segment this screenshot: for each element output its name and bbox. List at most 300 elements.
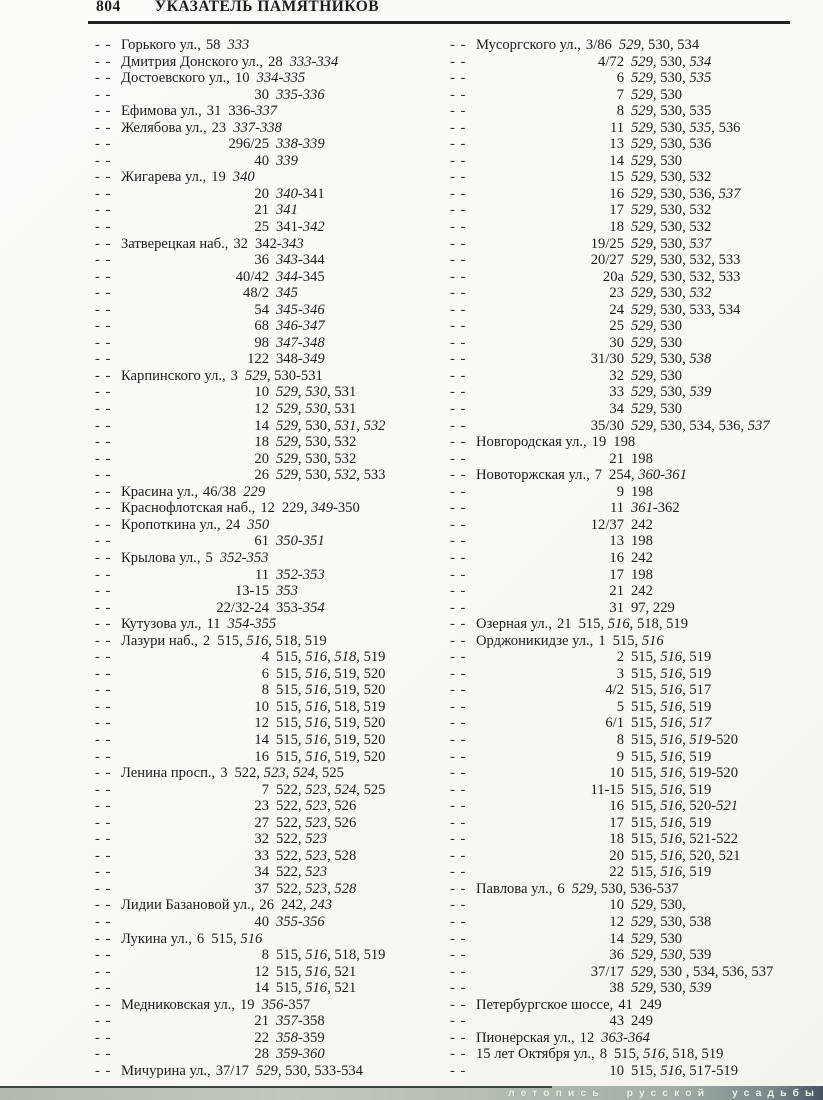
entry-prefix: - - [95, 566, 112, 583]
entry-house-number: 18 [609, 219, 624, 236]
entry-page-refs: 345-346 [276, 301, 325, 318]
entry-house-number: 31 [609, 599, 624, 616]
entry-house-number: 23 [609, 285, 624, 302]
entry-page-refs: 335-336 [276, 86, 325, 103]
entry-page-refs: 529, 530, 539 [631, 384, 712, 401]
entry-house-number: 14 [254, 731, 269, 748]
entry-house-number: 12 [579, 1029, 595, 1046]
index-entry [450, 54, 822, 71]
entry-page-refs: 353-354 [276, 599, 325, 616]
entry-prefix: - - [450, 864, 467, 881]
entry-page-refs: 355-356 [276, 913, 325, 930]
entry-street-label: Мичурина ул., [121, 1062, 211, 1079]
entry-prefix: - - [450, 599, 467, 616]
entry-prefix: - - [95, 401, 112, 418]
entry-page-refs: 522, 523, 528 [276, 880, 357, 897]
entry-prefix: - - [450, 765, 467, 782]
entry-prefix: - - [450, 549, 467, 566]
entry-prefix: - - [450, 268, 467, 285]
entry-street-label: Краснофлотская наб., [121, 500, 256, 517]
entry-house-number: 35/30 [590, 417, 624, 434]
entry-house-number: 11 [254, 566, 269, 583]
entry-prefix: - - [95, 897, 112, 914]
entry-page-refs: 515, 516, 519, 520 [276, 748, 386, 765]
entry-house-number: 8 [616, 103, 624, 120]
entry-street-label: Ефимова ул., [121, 103, 202, 120]
page-number: 804 [96, 0, 121, 15]
entry-house-number: 25 [254, 219, 269, 236]
entry-house-number: 17 [609, 202, 624, 219]
index-entry [95, 699, 445, 716]
entry-street-label: Мусоргского ул., [476, 37, 581, 53]
entry-prefix: - - [450, 963, 467, 980]
index-entry [450, 633, 822, 650]
index-entry [95, 815, 445, 832]
entry-page-refs: 522, 523, 524, 525 [234, 765, 344, 782]
entry-house-number: 20 [609, 847, 624, 864]
entry-prefix: - - [95, 384, 112, 401]
index-entry [95, 947, 445, 964]
entry-page-refs: 515, 516, 521 [276, 963, 357, 980]
index-entry [450, 467, 822, 484]
entry-house-number: 38 [609, 980, 624, 997]
entry-house-number: 48/2 [243, 285, 269, 302]
entry-house-number: 20 [254, 450, 269, 467]
entry-house-number: 19 [211, 169, 226, 186]
entry-house-number: 36 [254, 252, 269, 269]
entry-house-number: 10 [609, 897, 624, 914]
header-rule [88, 21, 790, 24]
entry-house-number: 34 [254, 864, 269, 881]
index-entry [450, 765, 822, 782]
entry-page-refs: 515, 516, 519 [631, 864, 712, 881]
entry-house-number: 5 [616, 698, 624, 715]
entry-house-number: 40 [254, 913, 269, 930]
entry-page-refs: 515, 516, 518, 519 [217, 632, 327, 649]
entry-prefix: - - [95, 103, 112, 120]
entry-page-refs: 515, 516, 519 [631, 665, 712, 682]
entry-page-refs: 515, 516, 517 [631, 715, 712, 732]
entry-prefix: - - [450, 367, 467, 384]
entry-prefix: - - [95, 864, 112, 881]
entry-house-number: 8 [261, 682, 269, 699]
entry-page-refs: 529, 530-531 [244, 367, 323, 384]
entry-prefix: - - [95, 748, 112, 765]
index-entry [450, 715, 822, 732]
index-entry [95, 1013, 445, 1030]
entry-house-number: 24 [609, 301, 624, 318]
index-entry [450, 782, 822, 799]
entry-house-number: 13-15 [234, 583, 269, 600]
entry-page-refs: 348-349 [276, 351, 325, 368]
entry-page-refs: 198 [631, 450, 653, 467]
entry-page-refs: 529, 530, 538 [631, 913, 712, 930]
entry-prefix: - - [450, 169, 467, 186]
index-entry [450, 384, 822, 401]
entry-house-number: 36 [609, 947, 624, 964]
index-entry [95, 881, 445, 898]
entry-prefix: - - [95, 467, 112, 484]
entry-house-number: 8 [599, 1046, 607, 1063]
entry-house-number: 32 [233, 235, 248, 252]
entry-house-number: 17 [609, 814, 624, 831]
entry-prefix: - - [95, 70, 112, 87]
entry-page-refs: 515, 516, 517-519 [631, 1062, 739, 1079]
index-entry [95, 765, 445, 782]
entry-prefix: - - [450, 880, 467, 897]
entry-prefix: - - [95, 450, 112, 467]
entry-house-number: 34 [609, 401, 624, 418]
entry-house-number: 3/86 [585, 37, 612, 53]
entry-prefix: - - [95, 698, 112, 715]
entry-house-number: 21 [609, 450, 624, 467]
entry-page-refs: 515, 516, 519, 520 [276, 682, 386, 699]
entry-page-refs: 334-335 [256, 70, 306, 87]
entry-prefix: - - [450, 86, 467, 103]
index-entry [450, 368, 822, 385]
index-entry [450, 219, 822, 236]
entry-prefix: - - [95, 649, 112, 666]
entry-page-refs: 350 [247, 516, 270, 533]
entry-page-refs: 522, 523, 528 [276, 847, 357, 864]
index-entry [450, 666, 822, 683]
entry-prefix: - - [450, 649, 467, 666]
index-entry [450, 931, 822, 948]
entry-prefix: - - [95, 252, 112, 269]
entry-street-label: Медниковская ул., [121, 996, 235, 1013]
entry-house-number: 54 [254, 301, 269, 318]
entry-house-number: 6 [196, 930, 205, 947]
entry-page-refs: 529, 530, 532, 533 [631, 252, 741, 269]
index-entry [450, 649, 822, 666]
index-entry [450, 517, 822, 534]
entry-prefix: - - [450, 1029, 467, 1046]
entry-prefix: - - [95, 930, 112, 947]
entry-page-refs: 198 [613, 434, 636, 451]
entry-house-number: 20/27 [590, 252, 624, 269]
entry-house-number: 24 [225, 516, 241, 533]
entry-page-refs: 522, 523, 526 [276, 798, 357, 815]
entry-prefix: - - [450, 285, 467, 302]
index-entry [95, 931, 445, 948]
entry-house-number: 40 [254, 152, 269, 169]
entry-page-refs: 529, 530 [631, 930, 683, 947]
entry-page-refs: 529, 530, [631, 897, 686, 914]
index-entry [450, 37, 822, 54]
index-entry [95, 252, 445, 269]
entry-house-number: 21 [254, 202, 269, 219]
entry-house-number: 32 [254, 831, 269, 848]
entry-page-refs: 333-334 [289, 53, 339, 70]
entry-house-number: 6 [557, 880, 565, 897]
entry-page-refs: 515, 516, 519, 520 [276, 715, 386, 732]
entry-prefix: - - [95, 831, 112, 848]
index-entry [450, 153, 822, 170]
index-entry [450, 980, 822, 997]
index-entry [95, 202, 445, 219]
entry-prefix: - - [450, 252, 467, 269]
entry-page-refs: 515, 516, 518, 519 [613, 1046, 724, 1063]
index-entry [95, 451, 445, 468]
entry-page-refs: 529, 530, 536-537 [571, 880, 679, 897]
entry-prefix: - - [95, 86, 112, 103]
index-entry [450, 533, 822, 550]
index-entry [450, 252, 822, 269]
entry-prefix: - - [450, 351, 467, 368]
entry-prefix: - - [450, 384, 467, 401]
entry-page-refs: 529, 530, 532 [631, 202, 712, 219]
index-column-left [95, 37, 445, 1079]
entry-page-refs: 515, 516, 519 [631, 814, 712, 831]
index-entry [95, 666, 445, 683]
entry-street-label: Ленина просп., [121, 765, 216, 782]
entry-prefix: - - [95, 235, 112, 252]
index-entry [450, 583, 822, 600]
index-entry [95, 54, 445, 71]
index-entry [450, 335, 822, 352]
entry-house-number: 7 [616, 86, 624, 103]
entry-prefix: - - [450, 831, 467, 848]
entry-page-refs: 198 [631, 533, 653, 550]
entry-street-label: Петербургское шоссе, [476, 996, 614, 1013]
index-entry [95, 550, 445, 567]
entry-house-number: 33 [254, 847, 269, 864]
entry-street-label: 15 лет Октября ул., [476, 1046, 595, 1063]
footer-banner [0, 1086, 823, 1100]
index-entry [450, 451, 822, 468]
entry-street-label: Новгородская ул., [476, 434, 587, 451]
entry-page-refs: 515, 516, 519 [631, 781, 712, 798]
entry-page-refs: 515, 516, 519-520 [631, 765, 739, 782]
entry-house-number: 11 [609, 500, 624, 517]
entry-house-number: 16 [609, 549, 624, 566]
entry-page-refs: 354-355 [227, 616, 277, 633]
entry-page-refs: 522, 523, 526 [276, 814, 357, 831]
entry-page-refs: 529, 530, 537 [631, 235, 712, 252]
index-entry [450, 269, 822, 286]
index-entry [450, 484, 822, 501]
entry-prefix: - - [450, 152, 467, 169]
index-entry [450, 500, 822, 517]
entry-prefix: - - [95, 516, 112, 533]
entry-page-refs: 515, 516, 518, 519 [276, 649, 386, 666]
entry-house-number: 122 [247, 351, 269, 368]
index-entry [95, 682, 445, 699]
entry-page-refs: 353 [276, 583, 298, 600]
entry-prefix: - - [95, 1046, 112, 1063]
entry-street-label: Лидии Базановой ул., [121, 897, 255, 914]
entry-house-number: 25 [609, 318, 624, 335]
entry-house-number: 18 [609, 831, 624, 848]
index-entry [450, 285, 822, 302]
index-entry [450, 401, 822, 418]
entry-page-refs: 341-342 [276, 219, 325, 236]
entry-page-refs: 515, 516, 519 [631, 649, 712, 666]
entry-prefix: - - [95, 533, 112, 550]
entry-house-number: 14 [609, 152, 624, 169]
index-entry [95, 749, 445, 766]
index-entry [95, 583, 445, 600]
entry-page-refs: 515, 516, 519, 520 [276, 665, 386, 682]
entry-prefix: - - [450, 814, 467, 831]
entry-page-refs: 341 [276, 202, 298, 219]
entry-house-number: 10 [254, 384, 269, 401]
entry-house-number: 4/2 [605, 682, 624, 699]
entry-house-number: 4/72 [598, 53, 624, 70]
entry-prefix: - - [95, 351, 112, 368]
entry-house-number: 30 [609, 334, 624, 351]
index-entry [450, 202, 822, 219]
entry-prefix: - - [450, 516, 467, 533]
entry-prefix: - - [450, 698, 467, 715]
entry-house-number: 30 [254, 86, 269, 103]
entry-page-refs: 198 [631, 483, 653, 500]
entry-house-number: 46/38 [202, 483, 237, 500]
entry-house-number: 11 [206, 616, 221, 633]
entry-prefix: - - [450, 1013, 467, 1030]
entry-page-refs: 522, 523 [276, 831, 328, 848]
entry-page-refs: 97, 229 [631, 599, 675, 616]
entry-street-label: Дмитрия Донского ул., [121, 53, 264, 70]
entry-prefix: - - [450, 947, 467, 964]
entry-page-refs: 515, 516 [211, 930, 263, 947]
entry-page-refs: 529, 530, 535 [631, 70, 712, 87]
entry-page-refs: 363-364 [601, 1029, 650, 1046]
index-entry [95, 649, 445, 666]
entry-prefix: - - [450, 483, 467, 500]
entry-house-number: 13 [609, 136, 624, 153]
entry-house-number: 32 [609, 367, 624, 384]
index-entry [95, 153, 445, 170]
index-entry [95, 169, 445, 186]
entry-house-number: 22 [609, 864, 624, 881]
index-entry [450, 699, 822, 716]
entry-page-refs: 522, 523 [276, 864, 328, 881]
index-entry [95, 103, 445, 120]
entry-house-number: 21 [556, 616, 572, 633]
entry-prefix: - - [95, 434, 112, 451]
index-entry [95, 633, 445, 650]
index-entry [95, 980, 445, 997]
entry-prefix: - - [450, 715, 467, 732]
index-entry [95, 401, 445, 418]
entry-prefix: - - [95, 996, 112, 1013]
entry-page-refs: 529, 530 [631, 318, 683, 335]
entry-page-refs: 522, 523, 524, 525 [276, 781, 386, 798]
entry-prefix: - - [450, 301, 467, 318]
entry-page-refs: 515, 516, 520-521 [631, 798, 739, 815]
entry-prefix: - - [450, 632, 467, 649]
entry-page-refs: 242 [631, 516, 653, 533]
entry-page-refs: 529, 530, 531, 532 [276, 417, 386, 434]
entry-page-refs: 515, 516, 517 [631, 682, 712, 699]
entry-house-number: 19/25 [590, 235, 624, 252]
entry-house-number: 11-15 [590, 781, 624, 798]
entry-house-number: 40/42 [235, 268, 269, 285]
index-entry [95, 715, 445, 732]
entry-page-refs: 358-359 [276, 1029, 325, 1046]
entry-page-refs: 352-353 [276, 566, 325, 583]
entry-house-number: 11 [609, 119, 624, 136]
index-entry [450, 815, 822, 832]
entry-house-number: 1 [598, 632, 606, 649]
entry-house-number: 33 [609, 384, 624, 401]
entry-page-refs: 529, 530, 533-534 [255, 1062, 363, 1079]
index-entry [95, 136, 445, 153]
entry-prefix: - - [450, 202, 467, 219]
index-entry [95, 384, 445, 401]
entry-page-refs: 338-339 [276, 136, 325, 153]
entry-prefix: - - [450, 533, 467, 550]
entry-page-refs: 529, 530, 532, 533 [631, 268, 741, 285]
entry-page-refs: 339 [276, 152, 298, 169]
entry-house-number: 28 [254, 1046, 269, 1063]
index-entry [95, 864, 445, 881]
entry-prefix: - - [95, 1062, 112, 1079]
entry-house-number: 61 [254, 533, 269, 550]
entry-prefix: - - [95, 285, 112, 302]
entry-prefix: - - [450, 219, 467, 236]
entry-page-refs: 515, 516, 519-520 [631, 731, 739, 748]
index-entry [450, 947, 822, 964]
entry-prefix: - - [450, 334, 467, 351]
entry-page-refs: 529, 530, 535 [631, 103, 712, 120]
entry-prefix: - - [450, 682, 467, 699]
entry-house-number: 296/25 [228, 136, 269, 153]
entry-prefix: - - [95, 715, 112, 732]
index-entry [95, 848, 445, 865]
entry-prefix: - - [95, 483, 112, 500]
entry-prefix: - - [95, 318, 112, 335]
entry-house-number: 12 [260, 500, 275, 517]
entry-prefix: - - [95, 599, 112, 616]
entry-prefix: - - [95, 913, 112, 930]
entry-page-refs: 515, 516, 518, 519 [276, 947, 386, 964]
entry-house-number: 28 [268, 53, 283, 70]
entry-prefix: - - [450, 401, 467, 418]
entry-prefix: - - [450, 781, 467, 798]
entry-street-label: Достоевского ул., [121, 70, 230, 87]
entry-house-number: 3 [220, 765, 228, 782]
entry-house-number: 43 [609, 1013, 624, 1030]
index-entry [450, 881, 822, 898]
entry-prefix: - - [450, 798, 467, 815]
entry-house-number: 10 [609, 1062, 624, 1079]
entry-prefix: - - [95, 847, 112, 864]
index-entry [450, 418, 822, 435]
index-entry [450, 798, 822, 815]
entry-street-label: Затверецкая наб., [121, 235, 229, 252]
entry-prefix: - - [450, 847, 467, 864]
entry-page-refs: 350-351 [276, 533, 325, 550]
entry-page-refs: 340 [232, 169, 255, 186]
entry-house-number: 19 [239, 996, 255, 1013]
index-entry [95, 236, 445, 253]
entry-house-number: 20 [254, 185, 269, 202]
entry-prefix: - - [450, 136, 467, 153]
entry-prefix: - - [95, 185, 112, 202]
entry-page-refs: 359-360 [276, 1046, 325, 1063]
entry-prefix: - - [95, 583, 112, 600]
entry-street-label: Лазури наб., [121, 632, 198, 649]
entry-street-label: Озерная ул., [476, 616, 552, 633]
entry-street-label: Крылова ул., [121, 549, 201, 566]
entry-page-refs: 515, 516, 519 [631, 698, 712, 715]
index-entry [450, 236, 822, 253]
entry-street-label: Новоторжская ул., [476, 467, 590, 484]
entry-street-label: Лукина ул., [121, 930, 192, 947]
entry-prefix: - - [95, 169, 112, 186]
